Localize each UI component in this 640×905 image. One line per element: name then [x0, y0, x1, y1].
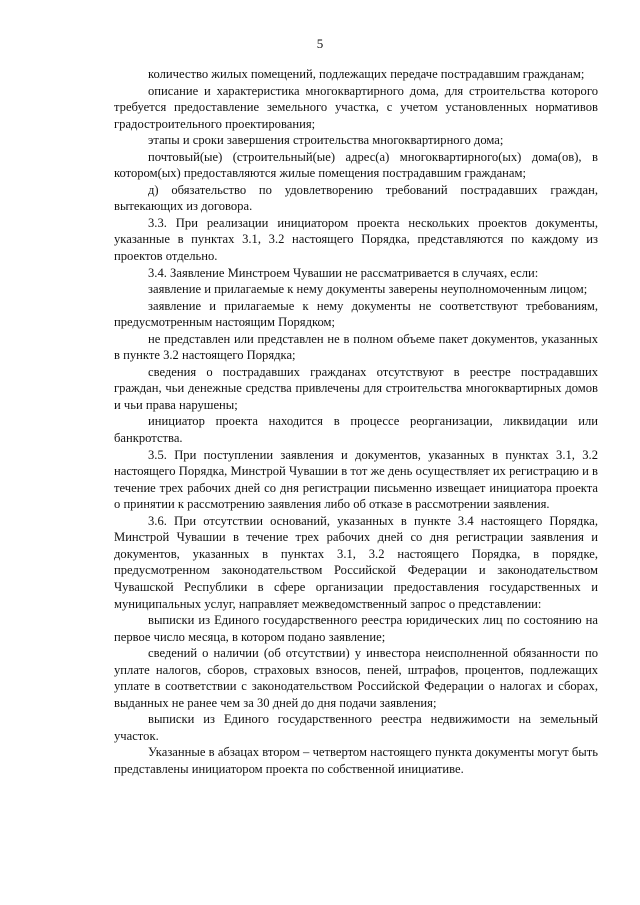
paragraph: количество жилых помещений, подлежащих передаче пострадавшим гражданам;	[148, 67, 585, 81]
paragraph: почтовый(ые) (строительный(ые) адрес(а) многоквартирного(ых) дома(ов), в котором(ых) предоставляются жилые помещения пострадавшим гражданам;	[114, 149, 598, 181]
paragraph: д) обязательство по удовлетворению требований пострадавших граждан, вытекающих из договора.	[114, 182, 598, 214]
paragraph: 3.6. При отсутствии оснований, указанных в пункте 3.4 настоящего Порядка, Минстрой Чувашии в течение трех рабочих дней со дня регистрации заявления и документов, указанных в пунктах 3.1, 3.2 настоящего Порядка, в порядке, предусмотренном законодательством Российской Федерации и законодательством Чувашской Республики в сфере организации предоставления государственных и муниципальных услуг, направляет межведомственный запрос о представлении:	[114, 513, 598, 611]
document-body	[114, 66, 598, 778]
paragraph: не представлен или представлен не в полном объеме пакет документов, указанных в пункте 3.2 настоящего Порядка;	[114, 331, 598, 363]
paragraph: описание и характеристика многоквартирного дома, для строительства которого требуется предоставление земельного участка, с учетом установленных нормативов градостроительного проектирования;	[114, 83, 598, 131]
paragraph: сведения о пострадавших гражданах отсутствуют в реестре пострадавших граждан, чьи денежные средства привлечены для строительства многоквартирных домов и чьи права нарушены;	[114, 364, 598, 412]
paragraph: 3.4. Заявление Минстроем Чувашии не рассматривается в случаях, если:	[148, 265, 539, 280]
paragraph: этапы и сроки завершения строительства многоквартирного дома;	[148, 133, 504, 148]
paragraph: Указанные в абзацах втором – четвертом настоящего пункта документы могут быть представлены инициатором проекта по собственной инициативе.	[114, 745, 598, 776]
paragraph: заявление и прилагаемые к нему документы заверены неуполномоченным лицом;	[148, 282, 588, 297]
paragraph: выписки из Единого государственного реестра юридических лиц по состоянию на первое число месяца, в котором подано заявление;	[114, 613, 598, 644]
paragraph: 3.3. При реализации инициатором проекта нескольких проектов документы, указанные в пунктах 3.1, 3.2 настоящего Порядка, представляются по каждому из проектов отдельно.	[114, 215, 598, 264]
paragraph: заявление и прилагаемые к нему документы не соответствуют требованиям, предусмотренным настоящим Порядком;	[114, 298, 598, 330]
paragraph: сведений о наличии (об отсутствии) у инвестора неисполненной обязанности по уплате налогов, сборов, страховых взносов, пеней, штрафов, процентов, подлежащих уплате в соответствии с законодательством Российской Федерации о налогах и сборах, выданных не ранее чем за 30 дней до дня подачи заявления;	[114, 646, 598, 710]
paragraph: 3.5. При поступлении заявления и документов, указанных в пунктах 3.1, 3.2 настоящего Порядка, Минстрой Чувашии в тот же день осуществляет их регистрацию и в течение трех рабочих дней со дня регистрации письменно извещает инициатора проекта о принятии к рассмотрению заявления либо об отказе в рассмотрении заявления.	[114, 447, 598, 512]
page-number: 5	[316, 36, 324, 51]
paragraph: инициатор проекта находится в процессе реорганизации, ликвидации или банкротства.	[114, 414, 598, 446]
paragraph: выписки из Единого государственного реестра недвижимости на земельный участок.	[114, 712, 598, 743]
